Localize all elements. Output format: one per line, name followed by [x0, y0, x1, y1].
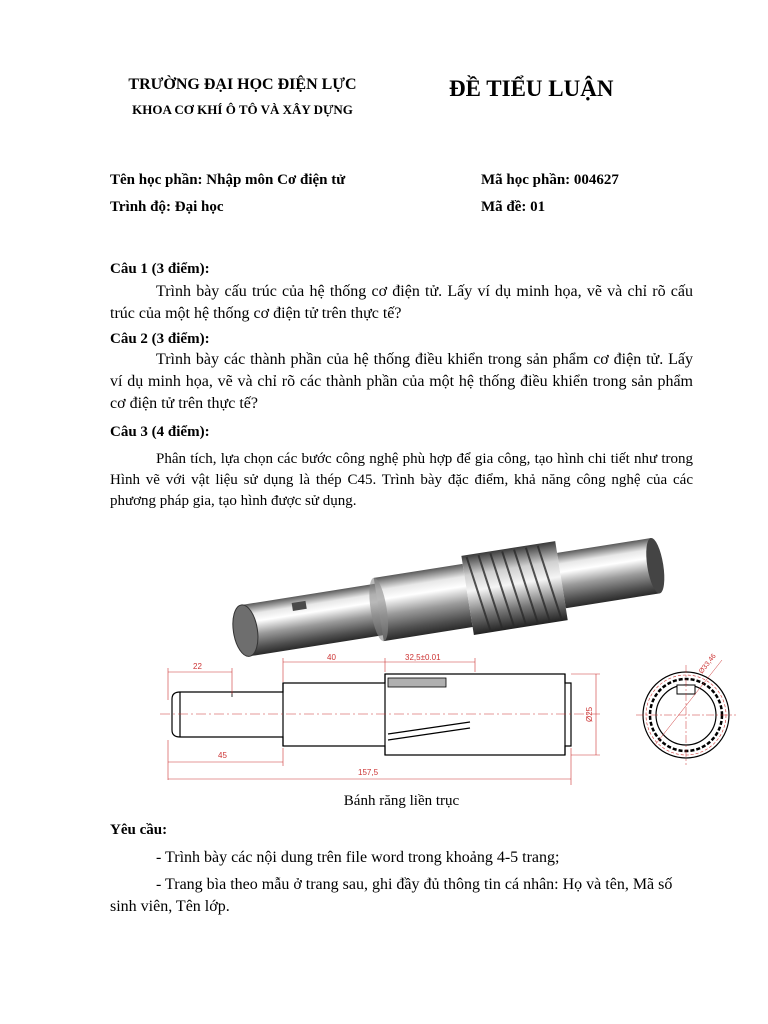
- dim-40: 40: [327, 653, 336, 662]
- question-2-title: Câu 2 (3 điểm):: [110, 331, 210, 347]
- course-level: Trình độ: Đại học: [110, 199, 224, 215]
- requirement-item: - Trang bìa theo mẫu ở trang sau, ghi đầy đủ thông tin cá nhân: Họ và tên, Mã số sinh viên, Tên lớp.: [110, 876, 673, 915]
- figure-caption: Bánh răng liền trục: [343, 793, 460, 809]
- question-1-body: Trình bày cấu trúc của hệ thống cơ điện tử. Lấy ví dụ minh họa, vẽ và chỉ rõ cấu trúc của một hệ thống cơ điện tử trên thực tế?: [110, 283, 693, 322]
- shaft-3d-render: [227, 525, 669, 672]
- course-code: Mã học phần: 004627: [481, 172, 619, 188]
- course-name: Tên học phần: Nhập môn Cơ điện tử: [110, 172, 346, 188]
- requirements-title: Yêu cầu:: [110, 822, 168, 838]
- dimension-lines: [168, 658, 600, 785]
- dim-45: 45: [218, 751, 227, 760]
- dim-dia-25: Ø25: [585, 706, 594, 722]
- question-3-title: Câu 3 (4 điểm):: [110, 424, 210, 440]
- dim-32-5: 32,5±0.01: [405, 653, 441, 662]
- dim-157-5: 157,5: [358, 768, 379, 777]
- shaft-end-view: [636, 653, 736, 765]
- dim-dia-33-46: Ø33,46: [698, 652, 718, 676]
- document-title: ĐỀ TIỂU LUẬN: [449, 76, 614, 101]
- requirement-item: - Trình bày các nội dung trên file word trong khoảng 4-5 trang;: [156, 849, 560, 866]
- university-name: TRƯỜNG ĐẠI HỌC ĐIỆN LỰC: [128, 76, 357, 93]
- question-2-body: Trình bày các thành phần của hệ thống điều khiển trong sản phẩm cơ điện tử. Lấy ví dụ minh họa, vẽ và chỉ rõ các thành phần của một hệ thống điều khiển trong sản phẩm cơ điện tử trên thực tế?: [110, 351, 693, 412]
- question-3-body: Phân tích, lựa chọn các bước công nghệ phù hợp để gia công, tạo hình chi tiết như trong Hình vẽ với vật liệu sử dụng là thép C45. Trình bày đặc điểm, khả năng công nghệ của các phương pháp gia, tạo hình được sử dụng.: [110, 451, 693, 509]
- dim-22: 22: [193, 662, 202, 671]
- faculty-name: KHOA CƠ KHÍ Ô TÔ VÀ XÂY DỰNG: [132, 102, 353, 117]
- question-1-title: Câu 1 (3 điểm):: [110, 261, 210, 277]
- exam-code: Mã đề: 01: [481, 199, 546, 215]
